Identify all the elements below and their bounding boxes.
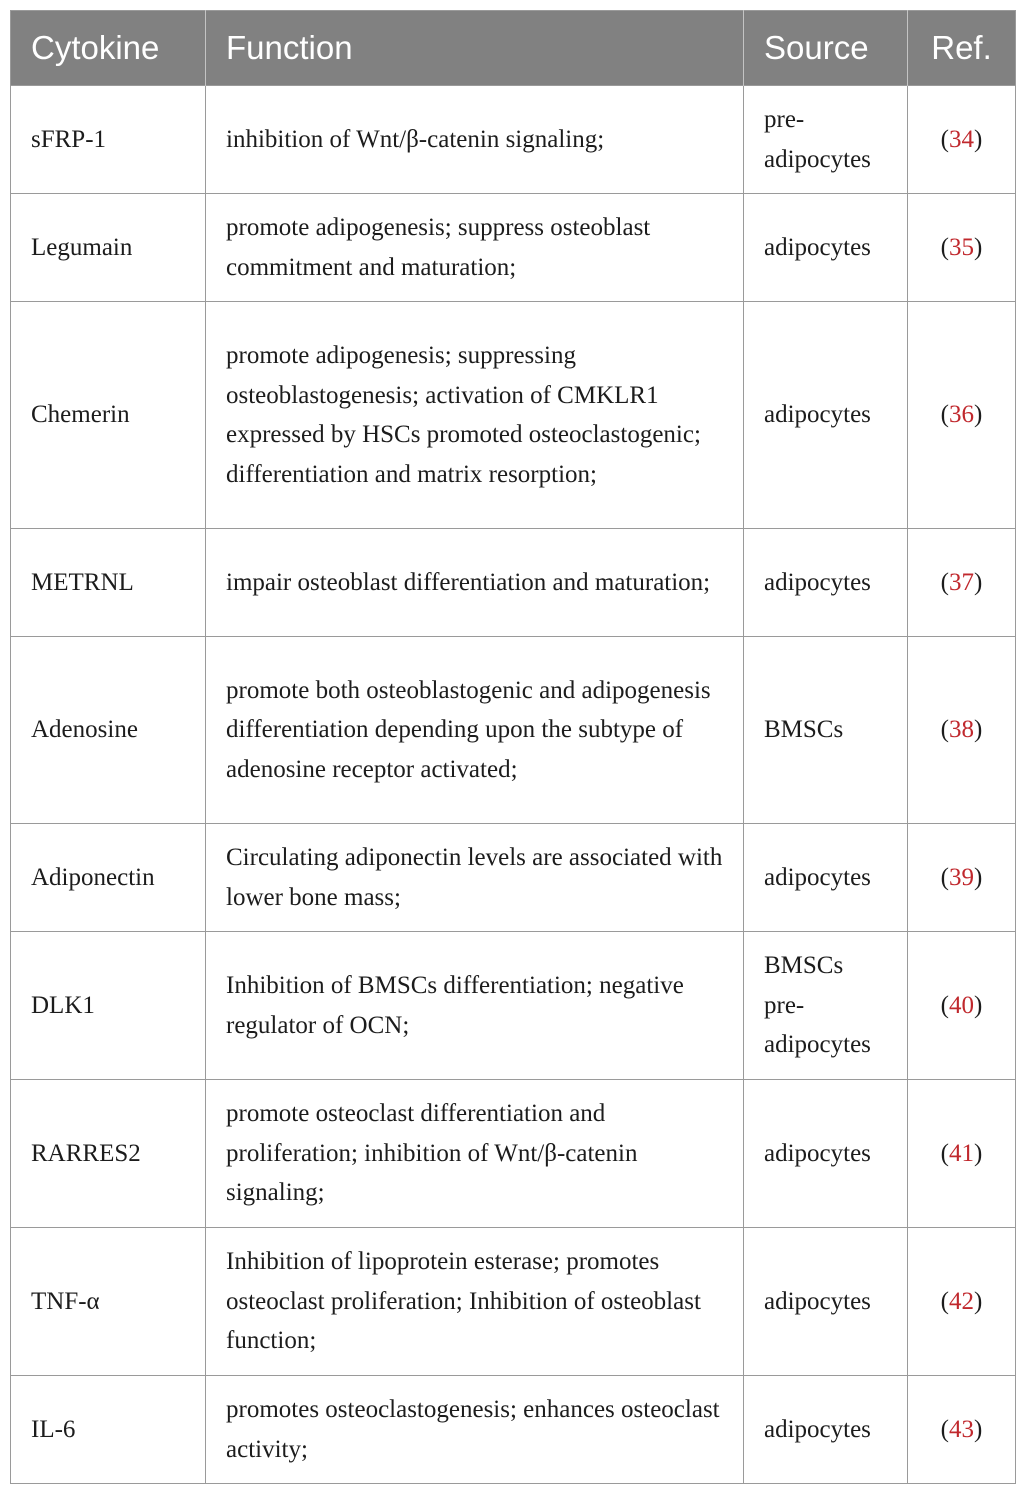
ref-close-paren: ) bbox=[974, 568, 983, 596]
function-cell: impair osteoblast differentiation and maturation; bbox=[206, 529, 744, 637]
cytokine-cell: Adenosine bbox=[11, 637, 206, 824]
ref-cell bbox=[908, 1228, 1016, 1376]
ref-close-paren: ) bbox=[974, 863, 983, 891]
function-cell: Inhibition of BMSCs differentiation; negative regulator of OCN; bbox=[206, 932, 744, 1080]
cytokine-cell: Chemerin bbox=[11, 302, 206, 529]
ref-open-paren: ( bbox=[940, 991, 949, 1019]
function-cell: promotes osteoclastogenesis; enhances osteoclast activity; bbox=[206, 1376, 744, 1484]
table-row bbox=[11, 1228, 1016, 1376]
source-cell: adipocytes bbox=[744, 1376, 908, 1484]
ref-link[interactable]: 42 bbox=[949, 1287, 974, 1315]
ref-close-paren: ) bbox=[974, 716, 983, 744]
cytokine-cell: RARRES2 bbox=[11, 1080, 206, 1228]
ref-cell bbox=[908, 529, 1016, 637]
ref-open-paren: ( bbox=[940, 125, 949, 153]
table-row bbox=[11, 824, 1016, 932]
header-source: Source bbox=[744, 11, 908, 86]
ref-open-paren: ( bbox=[940, 401, 949, 429]
cytokine-cell: DLK1 bbox=[11, 932, 206, 1080]
ref-close-paren: ) bbox=[974, 125, 983, 153]
source-cell: pre- adipocytes bbox=[744, 86, 908, 194]
ref-cell bbox=[908, 824, 1016, 932]
ref-cell bbox=[908, 86, 1016, 194]
source-cell: BMSCs pre- adipocytes bbox=[744, 932, 908, 1080]
function-cell: Inhibition of lipoprotein esterase; promotes osteoclast proliferation; Inhibition of osteoblast function; bbox=[206, 1228, 744, 1376]
cytokine-cell: METRNL bbox=[11, 529, 206, 637]
cytokine-cell: TNF-α bbox=[11, 1228, 206, 1376]
source-cell: adipocytes bbox=[744, 302, 908, 529]
ref-open-paren: ( bbox=[940, 1415, 949, 1443]
source-cell: adipocytes bbox=[744, 194, 908, 302]
ref-link[interactable]: 36 bbox=[949, 401, 974, 429]
ref-cell bbox=[908, 1080, 1016, 1228]
ref-close-paren: ) bbox=[974, 1139, 983, 1167]
function-cell: Circulating adiponectin levels are associated with lower bone mass; bbox=[206, 824, 744, 932]
ref-link[interactable]: 40 bbox=[949, 991, 974, 1019]
ref-link[interactable]: 38 bbox=[949, 716, 974, 744]
ref-link[interactable]: 39 bbox=[949, 863, 974, 891]
cytokine-cell: Legumain bbox=[11, 194, 206, 302]
cytokine-cell: IL-6 bbox=[11, 1376, 206, 1484]
table-row bbox=[11, 1376, 1016, 1484]
header-ref: Ref. bbox=[908, 11, 1016, 86]
function-cell: inhibition of Wnt/β-catenin signaling; bbox=[206, 86, 744, 194]
ref-cell bbox=[908, 194, 1016, 302]
source-cell: adipocytes bbox=[744, 1228, 908, 1376]
header-cytokine: Cytokine bbox=[11, 11, 206, 86]
source-cell: adipocytes bbox=[744, 1080, 908, 1228]
ref-close-paren: ) bbox=[974, 1415, 983, 1443]
ref-close-paren: ) bbox=[974, 401, 983, 429]
function-cell: promote adipogenesis; suppress osteoblast commitment and maturation; bbox=[206, 194, 744, 302]
ref-link[interactable]: 34 bbox=[949, 125, 974, 153]
ref-open-paren: ( bbox=[940, 716, 949, 744]
function-cell: promote both osteoblastogenic and adipogenesis differentiation depending upon the subtype of adenosine receptor activated; bbox=[206, 637, 744, 824]
source-cell: adipocytes bbox=[744, 529, 908, 637]
table-row bbox=[11, 932, 1016, 1080]
ref-cell bbox=[908, 932, 1016, 1080]
ref-close-paren: ) bbox=[974, 1287, 983, 1315]
ref-cell bbox=[908, 302, 1016, 529]
table-row bbox=[11, 86, 1016, 194]
ref-open-paren: ( bbox=[940, 1287, 949, 1315]
ref-cell bbox=[908, 637, 1016, 824]
ref-open-paren: ( bbox=[940, 233, 949, 261]
ref-link[interactable]: 37 bbox=[949, 568, 974, 596]
ref-open-paren: ( bbox=[940, 1139, 949, 1167]
table-row bbox=[11, 194, 1016, 302]
table-row bbox=[11, 637, 1016, 824]
header-function: Function bbox=[206, 11, 744, 86]
ref-open-paren: ( bbox=[940, 863, 949, 891]
ref-open-paren: ( bbox=[940, 568, 949, 596]
function-cell: promote osteoclast differentiation and proliferation; inhibition of Wnt/β-catenin signaling; bbox=[206, 1080, 744, 1228]
source-cell: adipocytes bbox=[744, 824, 908, 932]
function-cell: promote adipogenesis; suppressing osteoblastogenesis; activation of CMKLR1 expressed by HSCs promoted osteoclastogenic; differentiation and matrix resorption; bbox=[206, 302, 744, 529]
table-row bbox=[11, 529, 1016, 637]
table-row bbox=[11, 1080, 1016, 1228]
cytokine-cell: Adiponectin bbox=[11, 824, 206, 932]
ref-link[interactable]: 35 bbox=[949, 233, 974, 261]
table-header-row bbox=[11, 11, 1016, 86]
ref-link[interactable]: 43 bbox=[949, 1415, 974, 1443]
table-row bbox=[11, 302, 1016, 529]
source-cell: BMSCs bbox=[744, 637, 908, 824]
cytokine-cell: sFRP-1 bbox=[11, 86, 206, 194]
ref-cell bbox=[908, 1376, 1016, 1484]
ref-close-paren: ) bbox=[974, 233, 983, 261]
cytokine-table bbox=[10, 10, 1016, 1484]
ref-close-paren: ) bbox=[974, 991, 983, 1019]
ref-link[interactable]: 41 bbox=[949, 1139, 974, 1167]
